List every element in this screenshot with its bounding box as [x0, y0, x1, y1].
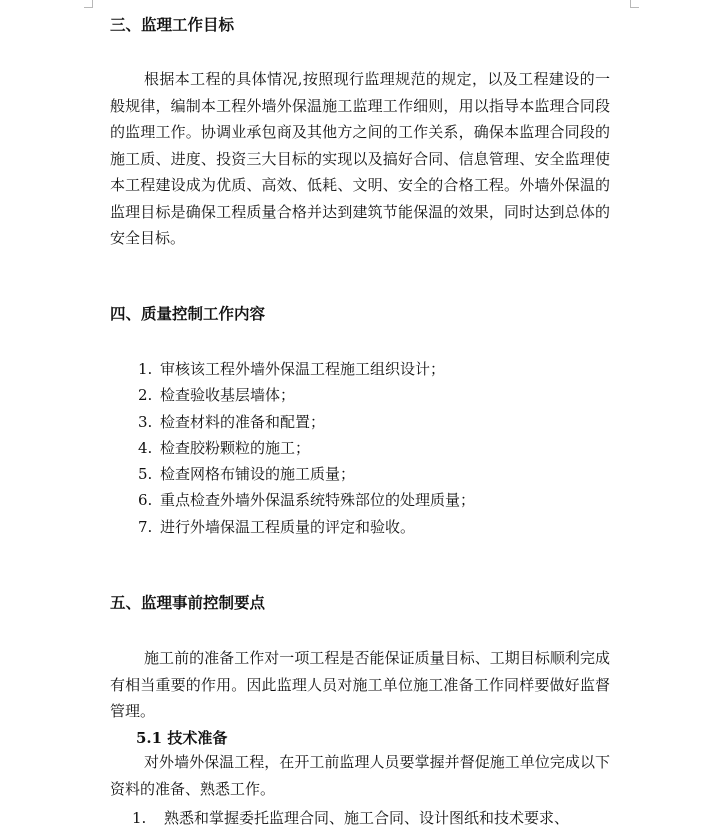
list-item-text: 熟悉和掌握委托监理合同、施工合同、设计图纸和技术要求、	[164, 809, 570, 827]
list-item-number: 7.	[138, 517, 153, 536]
list-item	[138, 487, 475, 513]
list-item-text: 检查胶粉颗粒的施工；	[160, 438, 311, 457]
quality-control-list	[138, 356, 475, 540]
list-item	[138, 382, 475, 408]
list-item-text: 进行外墙保温工程质量的评定和验收。	[160, 517, 416, 536]
section-5-paragraph: 施工前的准备工作对一项工程是否能保证质量目标、工期目标顺利完成有相当重要的作用。因此监理人员对施工单位施工准备工作同样要做好监督管理。	[110, 649, 610, 720]
section-3-paragraph: 根据本工程的具体情况,按照现行监理规范的规定，以及工程建设的一般规律，编制本工程外墙外保温施工监理工作细则，用以指导本监理合同段的监理工作。协调业承包商及其他方之间的工作关系，确保本监理合同段的施工质、进度、投资三大目标的实现以及搞好合同、信息管理、安全监理使本工程建设成为优质、高效、低耗、文明、安全的合格工程。外墙外保温的监理目标是确保工程质量合格并达到建筑节能保温的效果，同时达到总体的安全目标。	[110, 70, 610, 247]
list-item-number: 3.	[138, 412, 153, 431]
list-item-number: 5.	[138, 465, 153, 484]
list-item-text: 重点检查外墙外保温系统特殊部位的处理质量；	[160, 491, 476, 510]
subsection-5-1-heading: 5.1 技术准备	[136, 729, 228, 747]
subsection-5-1-paragraph: 对外墙外保温工程，在开工前监理人员要掌握并督促施工单位完成以下资料的准备、熟悉工作。	[110, 753, 610, 798]
list-item-number: 1.	[138, 360, 153, 378]
section-4-heading: 四、质量控制工作内容	[110, 304, 266, 323]
list-item-number: 6.	[138, 491, 153, 510]
list-item-text: 检查材料的准备和配置；	[160, 412, 326, 431]
section-5-heading: 五、监理事前控制要点	[110, 593, 266, 612]
list-item	[138, 514, 475, 540]
list-item-number: 1.	[132, 809, 147, 827]
list-item	[138, 461, 475, 487]
list-item-number: 2.	[138, 386, 153, 405]
list-item	[132, 805, 569, 831]
list-item-number: 4.	[138, 438, 153, 457]
page-corner-mark-right-h	[630, 7, 639, 8]
list-item-text: 检查网格布铺设的施工质量；	[160, 465, 356, 484]
section-3-heading: 三、监理工作目标	[110, 15, 235, 34]
list-item	[138, 356, 475, 382]
list-item-text: 审核该工程外墙外保温工程施工组织设计；	[160, 360, 446, 378]
list-item	[138, 409, 475, 435]
list-item	[138, 435, 475, 461]
list-item-text: 检查验收基层墙体；	[160, 386, 296, 405]
page-corner-mark-left-h	[84, 7, 93, 8]
